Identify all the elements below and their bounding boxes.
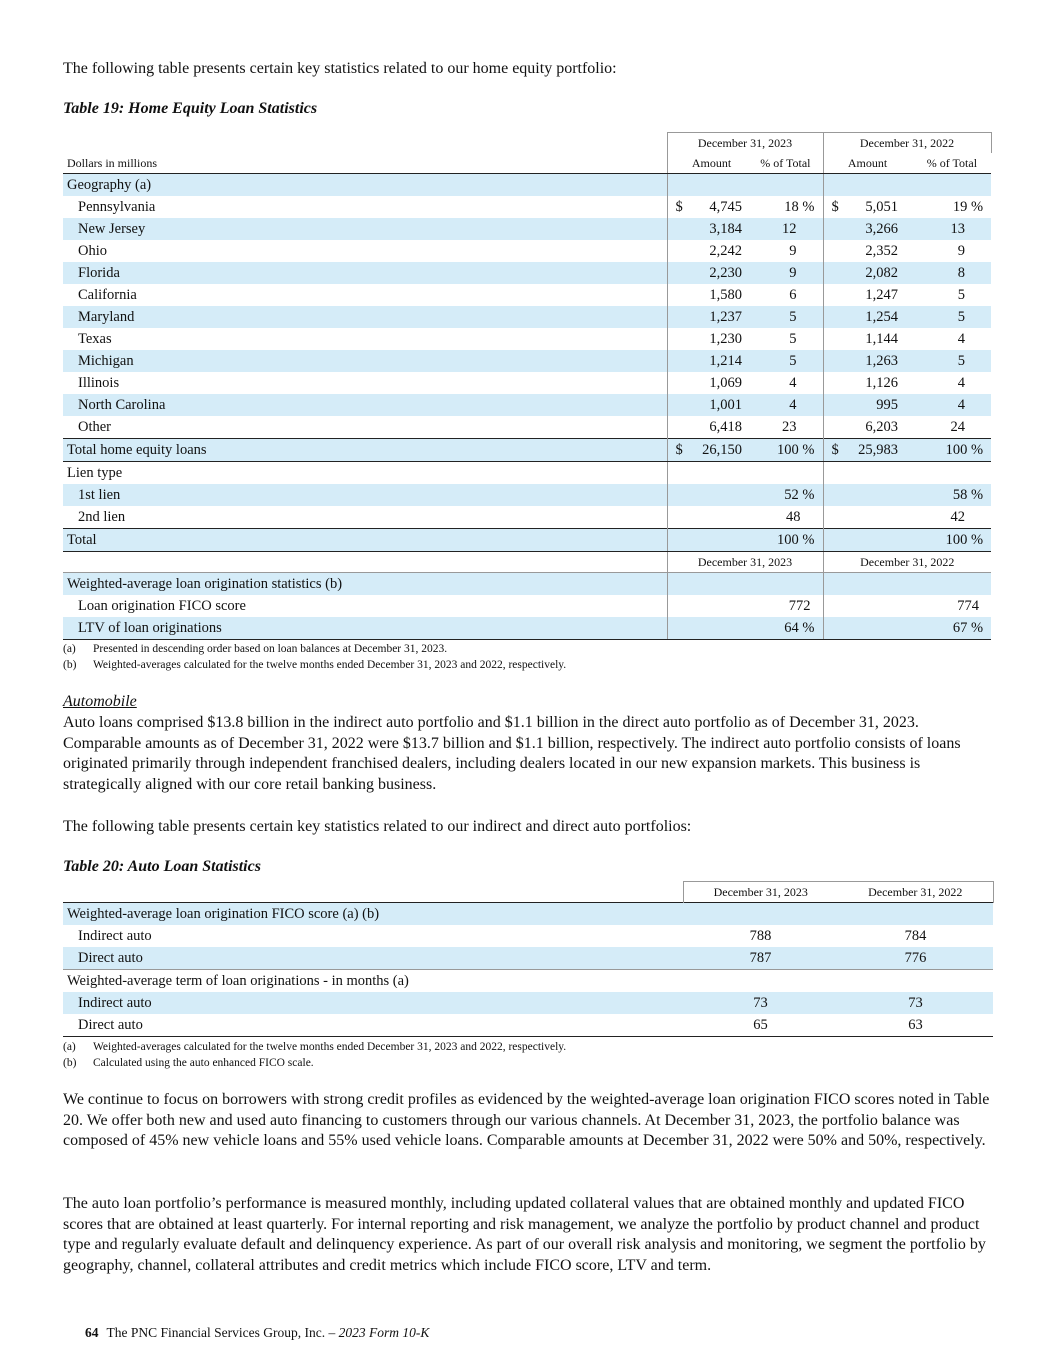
auto-fico-direct-2023: 787 (683, 947, 838, 970)
state-name: Pennsylvania (78, 199, 156, 215)
table-row (63, 196, 991, 218)
pct-2022: 13 (898, 218, 991, 240)
auto-term-indirect-2023: 73 (683, 992, 838, 1014)
amount-2023: 1,001 (681, 394, 742, 416)
currency-symbol (667, 240, 681, 262)
pct-2022: 4 (957, 375, 966, 391)
pct-2023: 5 (742, 306, 823, 328)
footnote-key: (a) (63, 643, 76, 655)
pct-2022: 5 (957, 287, 966, 303)
amount-2023: 1,069 (709, 375, 742, 391)
total-pct-2022: 100 % (898, 439, 991, 462)
amount-2023: 1,230 (709, 331, 742, 347)
lien-first-pct-2022: 58 % (898, 484, 991, 506)
currency-symbol (667, 350, 681, 372)
automobile-heading: Automobile (63, 693, 137, 710)
currency-symbol (823, 372, 837, 394)
fico-score-label: Loan origination FICO score (78, 598, 246, 614)
footnote-key: (b) (63, 659, 77, 671)
currency-symbol (667, 218, 681, 240)
amount-2023: 1,237 (681, 306, 742, 328)
pct-2023: 4 (742, 394, 823, 416)
state-name: Michigan (63, 350, 667, 372)
geography-header: Geography (a) (63, 174, 667, 197)
auto-term-indirect-label: Indirect auto (63, 992, 683, 1014)
amount-2022: 2,082 (837, 262, 898, 284)
pct-header: % of Total (742, 153, 823, 174)
footer-company: The PNC Financial Services Group, Inc. – (106, 1325, 339, 1340)
pct-2022: 5 (898, 350, 991, 372)
currency-symbol (823, 262, 837, 284)
currency-symbol: $ (823, 439, 837, 462)
units-label: Dollars in millions (63, 153, 667, 174)
intro-text-2: The following table presents certain key statistics related to our indirect and direct auto portfolios: (63, 818, 692, 835)
table-row (63, 328, 991, 350)
table-19-caption: Table 19: Home Equity Loan Statistics (63, 100, 318, 117)
pct-2023: 6 (789, 287, 797, 303)
amount-2022: 1,263 (837, 350, 898, 372)
amount-2022: 1,254 (837, 306, 898, 328)
pct-2022: 4 (957, 331, 966, 347)
auto-term-direct-2022: 63 (838, 1014, 993, 1037)
currency-symbol: $ (667, 196, 681, 218)
ltv-2023: 64 % (742, 617, 823, 640)
currency-symbol (823, 306, 837, 328)
footnote-b-auto (63, 1055, 314, 1071)
table-row (63, 372, 991, 394)
fico-score-2022: 774 (957, 598, 980, 614)
lien-second-pct-2023: 48 (786, 509, 801, 525)
auto-loan-table (63, 881, 994, 1037)
auto-term-direct-2023: 65 (683, 1014, 838, 1037)
auto-fico-direct-label: Direct auto (63, 947, 683, 970)
amount-2023: 3,184 (681, 218, 742, 240)
state-name: Other (78, 419, 112, 435)
amount-2022: 6,203 (865, 419, 899, 435)
state-name: Texas (78, 331, 112, 347)
currency-symbol (823, 240, 837, 262)
currency-symbol (823, 394, 837, 416)
pct-2022: 24 (950, 419, 966, 435)
amount-2022: 2,352 (865, 243, 899, 259)
currency-symbol (823, 350, 837, 372)
amount-2022: 1,126 (865, 375, 899, 391)
auto-fico-indirect-label: Indirect auto (78, 928, 152, 944)
footnote-text: Calculated using the auto enhanced FICO scale. (93, 1057, 314, 1069)
amount-2023: 2,242 (709, 243, 742, 259)
amount-2023: 1,580 (709, 287, 742, 303)
lien-total-label: Total (63, 529, 667, 552)
period-2023-header: December 31, 2023 (683, 882, 838, 903)
pct-2023: 12 (742, 218, 823, 240)
amount-2023: 2,230 (681, 262, 742, 284)
lien-first-pct-2023: 52 % (742, 484, 823, 506)
weighted-avg-header: Weighted-average loan origination statistics (b) (63, 573, 667, 596)
auto-fico-header: Weighted-average loan origination FICO score (a) (b) (63, 903, 683, 926)
period-2022-header: December 31, 2022 (823, 133, 991, 154)
amount-2023: 1,214 (681, 350, 742, 372)
currency-symbol (667, 284, 681, 306)
footnote-key: (a) (63, 1041, 76, 1053)
pct-2022: 19 % (952, 199, 984, 215)
amount-2022: 3,266 (837, 218, 898, 240)
pct-2022: 5 (898, 306, 991, 328)
fico-score-2023: 772 (788, 598, 811, 614)
currency-symbol (667, 394, 681, 416)
pct-2022: 4 (898, 394, 991, 416)
total-home-equity-label: Total home equity loans (63, 439, 667, 462)
amount-2022: 5,051 (865, 199, 899, 215)
currency-symbol (823, 416, 837, 439)
pct-2023: 5 (789, 331, 797, 347)
ltv-2022: 67 % (898, 617, 991, 640)
total-amount-2023: 26,150 (681, 439, 742, 462)
amount-header: Amount (681, 153, 742, 174)
page-footer (85, 1325, 429, 1341)
pct-2022: 8 (898, 262, 991, 284)
lien-total-pct-2023: 100 % (742, 529, 823, 552)
pct-2023: 5 (742, 350, 823, 372)
table-row (63, 218, 991, 240)
table-row (63, 350, 991, 372)
currency-symbol: $ (823, 196, 837, 218)
auto-term-indirect-2022: 73 (838, 992, 993, 1014)
auto-fico-indirect-2022: 784 (904, 928, 927, 944)
lien-total-pct-2022: 100 % (898, 529, 991, 552)
footnote-a (63, 641, 447, 657)
state-name: North Carolina (63, 394, 667, 416)
currency-symbol (823, 328, 837, 350)
fico-paragraph: We continue to focus on borrowers with strong credit profiles as evidenced by the weighted-average loan origination FICO scores noted in Table 20. We offer both new and used auto financing to customers through our various channels. At December 31, 2023, the portfolio balance was composed of 45% new vehicle loans and 55% used vehicle loans. Comparable amounts at December 31, 2022 were 50% and 50%, respectively. (63, 1091, 990, 1149)
footnote-b (63, 657, 566, 673)
lien-second-pct-2022: 42 (950, 509, 966, 525)
automobile-paragraph: Auto loans comprised $13.8 billion in the indirect auto portfolio and $1.1 billion in the direct auto portfolio as of December 31, 2023. Comparable amounts as of December 31, 2022 were $13.7 billion and $1.1 billion, respectively. The indirect auto portfolio consists of loans originated primarily through independent franchised dealers, including dealers located in our new expansion markets. This business is strategically aligned with our core retail banking business. (63, 714, 961, 793)
home-equity-table (63, 132, 992, 640)
auto-term-direct-label: Direct auto (63, 1014, 683, 1037)
footnote-key: (b) (63, 1057, 77, 1069)
currency-symbol (823, 284, 837, 306)
currency-symbol (823, 218, 837, 240)
amount-2023: 4,745 (709, 199, 742, 215)
pct-2023: 23 (782, 419, 797, 435)
pct-2023: 18 % (784, 199, 815, 215)
pct-2023: 9 (742, 262, 823, 284)
intro-text: The following table presents certain key statistics related to our home equity portfolio: (63, 60, 617, 77)
footnote-a-auto (63, 1039, 566, 1055)
pct-2023: 9 (789, 243, 797, 259)
state-name: Florida (63, 262, 667, 284)
table-row (63, 262, 991, 284)
footnote-text: Presented in descending order based on loan balances at December 31, 2023. (93, 643, 448, 655)
auto-fico-direct-2022: 776 (838, 947, 993, 970)
amount-header: Amount (837, 153, 898, 174)
footnote-text: Weighted-averages calculated for the twelve months ended December 31, 2023 and 2022, respectively. (93, 1041, 567, 1053)
amount-2022: 1,247 (865, 287, 899, 303)
lien-second-label: 2nd lien (78, 509, 126, 525)
amount-2022: 995 (837, 394, 898, 416)
total-pct-2023: 100 % (742, 439, 823, 462)
auto-term-header: Weighted-average term of loan originations - in months (a) (67, 973, 409, 989)
performance-paragraph: The auto loan portfolio’s performance is measured monthly, including updated collateral values that are obtained monthly and updated FICO scores that are obtained at least quarterly. For internal reporting and risk management, we analyze the portfolio by product channel and product type and regularly evaluate default and delinquency experience. As part of our overall risk analysis and monitoring, we segment the portfolio by geography, channel, collateral attributes and credit metrics which include FICO score, LTV and term. (63, 1195, 986, 1274)
currency-symbol (667, 416, 681, 439)
currency-symbol (667, 306, 681, 328)
table-row (63, 306, 991, 328)
state-name: Maryland (63, 306, 667, 328)
pct-2023: 4 (789, 375, 797, 391)
state-name: New Jersey (63, 218, 667, 240)
table-row (63, 284, 991, 306)
table-row (63, 394, 991, 416)
lien-type-header: Lien type (67, 465, 123, 481)
state-name: California (78, 287, 137, 303)
state-name: Illinois (78, 375, 120, 391)
ltv-label: LTV of loan originations (63, 617, 667, 640)
amount-2023: 6,418 (709, 419, 742, 435)
period-2023-header: December 31, 2023 (667, 133, 823, 154)
period-2022-header: December 31, 2022 (838, 882, 993, 903)
amount-2022: 1,144 (865, 331, 899, 347)
auto-fico-indirect-2023: 788 (749, 928, 772, 944)
period-2023-subheader: December 31, 2023 (667, 552, 823, 573)
currency-symbol: $ (667, 439, 681, 462)
footer-form: 2023 Form 10-K (338, 1325, 430, 1340)
period-2022-subheader: December 31, 2022 (823, 552, 991, 573)
currency-symbol (667, 328, 681, 350)
table-row (63, 416, 991, 439)
currency-symbol (667, 372, 681, 394)
lien-first-label: 1st lien (63, 484, 667, 506)
state-name: Ohio (78, 243, 107, 259)
pct-2022: 9 (957, 243, 966, 259)
total-amount-2022: 25,983 (837, 439, 898, 462)
pct-header: % of Total (898, 153, 991, 174)
table-row (63, 240, 991, 262)
table-20-caption: Table 20: Auto Loan Statistics (63, 858, 261, 875)
page-number: 64 (85, 1325, 99, 1340)
footnote-text: Weighted-averages calculated for the twelve months ended December 31, 2023 and 2022, respectively. (93, 659, 567, 671)
currency-symbol (667, 262, 681, 284)
